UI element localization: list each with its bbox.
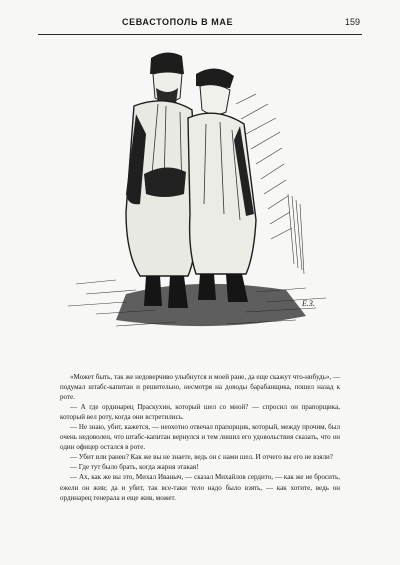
paragraph: — Не знаю, убит, кажется, — неохотно отвечал прапорщик, который, между прочим, был очень недоволен, что штабс-капитан вернулся и тем лишил его удовольствия сказать, что он один офицер остался в роте. bbox=[60, 423, 340, 452]
artist-signature: Е.З. bbox=[302, 299, 315, 308]
paragraph: — А где ординарец Праскухин, который шел со мной? — спросил он прапорщика, который вел роту, когда они встретились. bbox=[60, 403, 340, 422]
paragraph: «Может быть, так же недоверчиво улыбнутся и моей ране, да еще скажут что-нибудь», — подумал штабс-капитан и решительно, несмотря на доводы барабанщика, пошел назад к роте. bbox=[60, 373, 340, 402]
page-number: 159 bbox=[344, 17, 360, 27]
right-soldier-figure bbox=[188, 68, 256, 302]
running-title: СЕВАСТОПОЛЬ В МАЕ bbox=[122, 17, 234, 27]
running-header bbox=[38, 17, 362, 35]
paragraph: — Где тут было брать, когда жарня этакая! bbox=[70, 463, 199, 472]
paragraph: — Убит или ранен? Как же вы не знаете, ведь он с нами шел. И отчего вы его не взяли? bbox=[70, 453, 333, 462]
body-text bbox=[60, 372, 340, 503]
left-soldier-figure bbox=[126, 52, 198, 308]
illustration-two-soldiers bbox=[56, 44, 346, 344]
paragraph: — Ах, как же вы это, Михал Иваныч, — сказал Михайлов сердито, — как же не бросить, ежели он жив; да и убит, так все-таки тело надо было взять, — как хотите, ведь он ординарец генерала и еще жив, может. bbox=[60, 473, 340, 502]
